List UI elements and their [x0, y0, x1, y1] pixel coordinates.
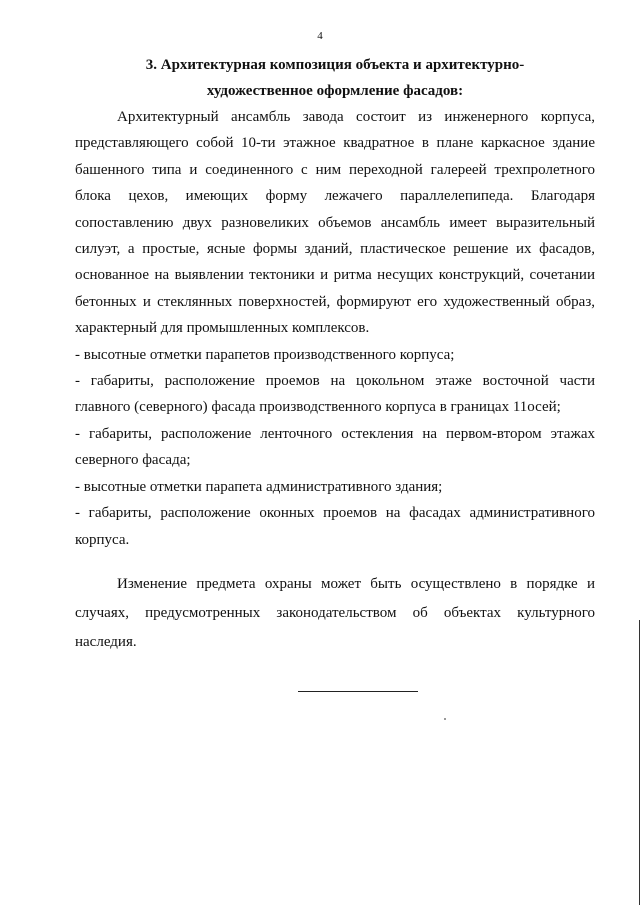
section-body — [75, 104, 595, 553]
list-item: - габариты, расположение проемов на цокольном этаже восточной части главного (северного) фасада производственного корпуса в границах 11осей; — [75, 373, 595, 416]
page-number: 4 — [317, 30, 323, 42]
section-heading-line-2: художественное оформление фасадов: — [206, 83, 464, 99]
closing-paragraph: Изменение предмета охраны может быть осуществлено в порядке и случаях, предусмотренных законодательством об объектах культурного наследия. — [75, 576, 595, 650]
end-separator-line — [298, 691, 418, 692]
list-item: - габариты, расположение ленточного остекления на первом-втором этажах северного фасада; — [75, 425, 595, 469]
scan-speck — [444, 718, 446, 720]
body-paragraph: Архитектурный ансамбль завода состоит из инженерного корпуса, представляющего собой 10-ти этажное квадратное в плане каркасное здание башенного типа и соединенного с ним переходной галереей трехпролетного блока цехов, имеющих форму лежачего параллелепипеда. Благодаря сопоставлению двух разновеликих объемов ансамбль имеет выразительный силуэт, а простые, ясные формы зданий, пластическое решение их фасадов, основанное на выявлении тектоники и ритма несущих конструкций, сочетании бетонных и стеклянных поверхностей, формируют его художественный образ, характерный для промышленных комплексов. — [75, 109, 595, 337]
list-item: - высотные отметки парапета административного здания; — [75, 478, 443, 495]
list-item: - высотные отметки парапетов производственного корпуса; — [75, 346, 455, 363]
list-item: - габариты, расположение оконных проемов на фасадах административного корпуса. — [75, 505, 595, 548]
section-heading-line-1: 3. Архитектурная композиция объекта и архитектурно- — [145, 57, 525, 73]
section-heading — [75, 52, 595, 104]
